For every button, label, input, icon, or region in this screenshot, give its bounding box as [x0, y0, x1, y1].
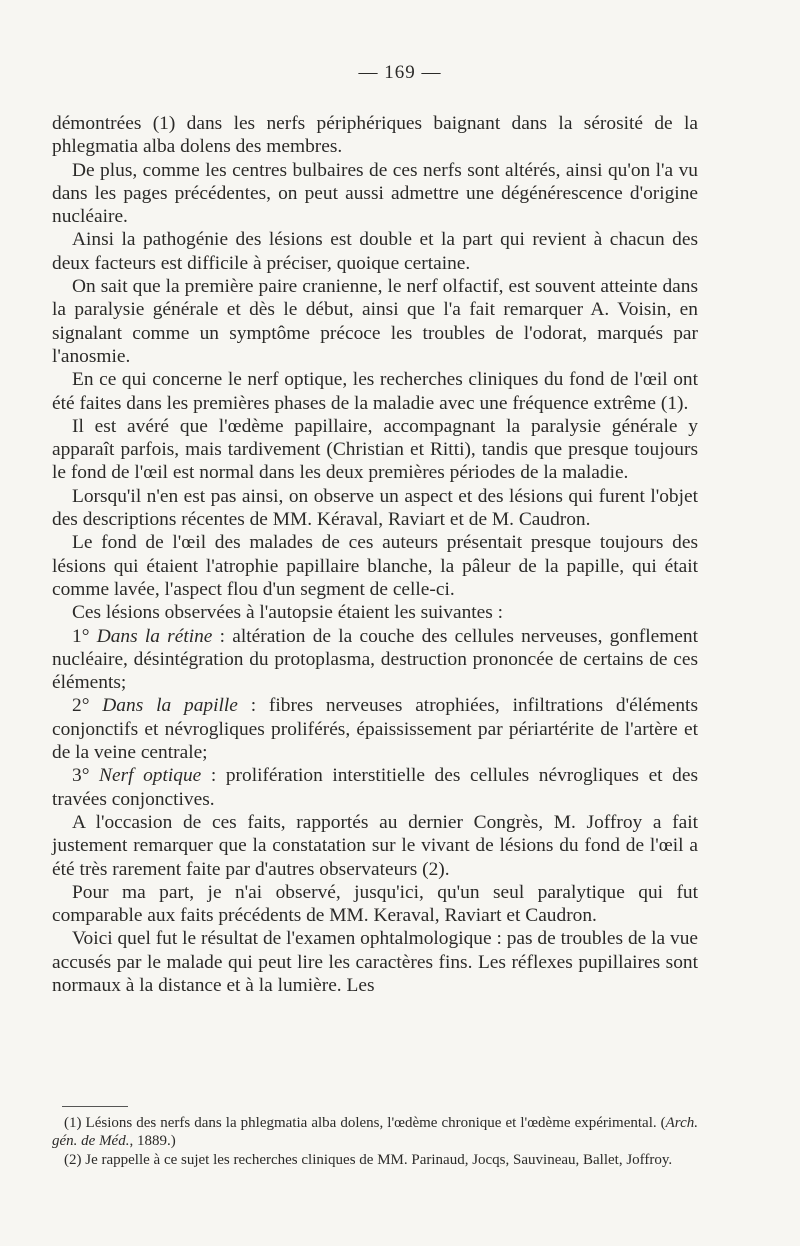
paragraph: démontrées (1) dans les nerfs périphériques baignant dans la sérosité de la phlegmatia alba dolens des membres.	[52, 113, 698, 158]
list-number: 3°	[72, 765, 90, 787]
footnote-1	[52, 1115, 698, 1150]
paragraph: En ce qui concerne le nerf optique, les recherches cliniques du fond de l'œil ont été faites dans les premières phases de la maladie avec une fréquence extrême (1).	[52, 369, 698, 414]
footnote-text: Je rappelle à ce sujet les recherches cliniques de MM. Parinaud, Jocqs, Sauvineau, Ballet, Joffroy.	[85, 1152, 673, 1168]
paragraph: Ces lésions observées à l'autopsie étaient les suivantes :	[72, 602, 504, 624]
paragraph: Ainsi la pathogénie des lésions est double et la part qui revient à chacun des deux facteurs est difficile à préciser, quoique certaine.	[52, 229, 698, 274]
footnote-2	[52, 1152, 698, 1170]
list-number: 2°	[72, 695, 90, 717]
list-number: 1°	[72, 625, 90, 647]
list-item	[52, 625, 698, 695]
footnote-number: (1)	[64, 1115, 82, 1131]
paragraph: Pour ma part, je n'ai observé, jusqu'ici, qu'un seul paralytique qui fut comparable aux faits précédents de MM. Keraval, Raviart et Caudron.	[52, 881, 698, 927]
list-text: : prolifération interstitielle des cellules névrogliques et des travées conjonctives.	[52, 765, 698, 810]
footnote-number: (2)	[64, 1152, 82, 1168]
main-text	[52, 112, 698, 997]
list-item	[52, 694, 698, 764]
paragraph: Lorsqu'il n'en est pas ainsi, on observe un aspect et des lésions qui furent l'objet des descriptions récentes de MM. Kéraval, Raviart et de M. Caudron.	[52, 485, 698, 531]
list-text: : altération de la couche des cellules nerveuses, gonflement nucléaire, désintégration du protoplasma, destruction prononcée de certains de ces éléments;	[52, 625, 698, 694]
footnote-text: Lésions des nerfs dans la phlegmatia alba dolens, l'œdème chronique et l'œdème expérimental. (	[85, 1115, 666, 1131]
footnote-reference: Arch. gén. de Méd.	[52, 1115, 698, 1149]
paragraph: On sait que la première paire cranienne, le nerf olfactif, est souvent atteinte dans la paralysie générale et dès le début, ainsi que l'a fait remarquer A. Voisin, en signalant comme un symptôme précoce les troubles de l'odorat, marqués par l'anosmie.	[52, 276, 698, 367]
list-label: Dans la papille	[102, 695, 238, 717]
footnote-rule	[62, 1106, 128, 1107]
list-text: : fibres nerveuses atrophiées, infiltrations d'éléments conjonctifs et névrogliques proliférés, épaississement par périartérite de l'artère et de la veine centrale;	[52, 695, 698, 764]
paragraph: De plus, comme les centres bulbaires de ces nerfs sont altérés, ainsi qu'on l'a vu dans les pages précédentes, on peut aussi admettre une dégénérescence d'origine nucléaire.	[52, 159, 698, 228]
list-label: Dans la rétine	[96, 625, 213, 647]
footnote-reference-end: , 1889.)	[129, 1132, 176, 1149]
footnotes	[52, 1115, 698, 1172]
list-item	[52, 764, 698, 811]
paragraph: A l'occasion de ces faits, rapportés au dernier Congrès, M. Joffroy a fait justement remarquer que la constatation sur le vivant de lésions du fond de l'œil a été très rarement faite par d'autres observateurs (2).	[52, 811, 698, 880]
paragraph: Voici quel fut le résultat de l'examen ophtalmologique : pas de troubles de la vue accusés par le malade qui peut lire les caractères fins. Les réflexes pupillaires sont normaux à la distance et à la lumière. Les	[52, 928, 698, 996]
paragraph: Il est avéré que l'œdème papillaire, accompagnant la paralysie générale y apparaît parfois, mais tardivement (Christian et Ritti), tandis que presque toujours le fond de l'œil est normal dans les deux premières périodes de la maladie.	[52, 415, 698, 484]
list-label: Nerf optique	[99, 765, 202, 787]
page-number: — 169 —	[358, 62, 442, 83]
paragraph: Le fond de l'œil des malades de ces auteurs présentait presque toujours des lésions qui étaient l'atrophie papillaire blanche, la pâleur de la papille, qui était comme lavée, l'aspect flou d'un segment de celle-ci.	[52, 532, 698, 600]
